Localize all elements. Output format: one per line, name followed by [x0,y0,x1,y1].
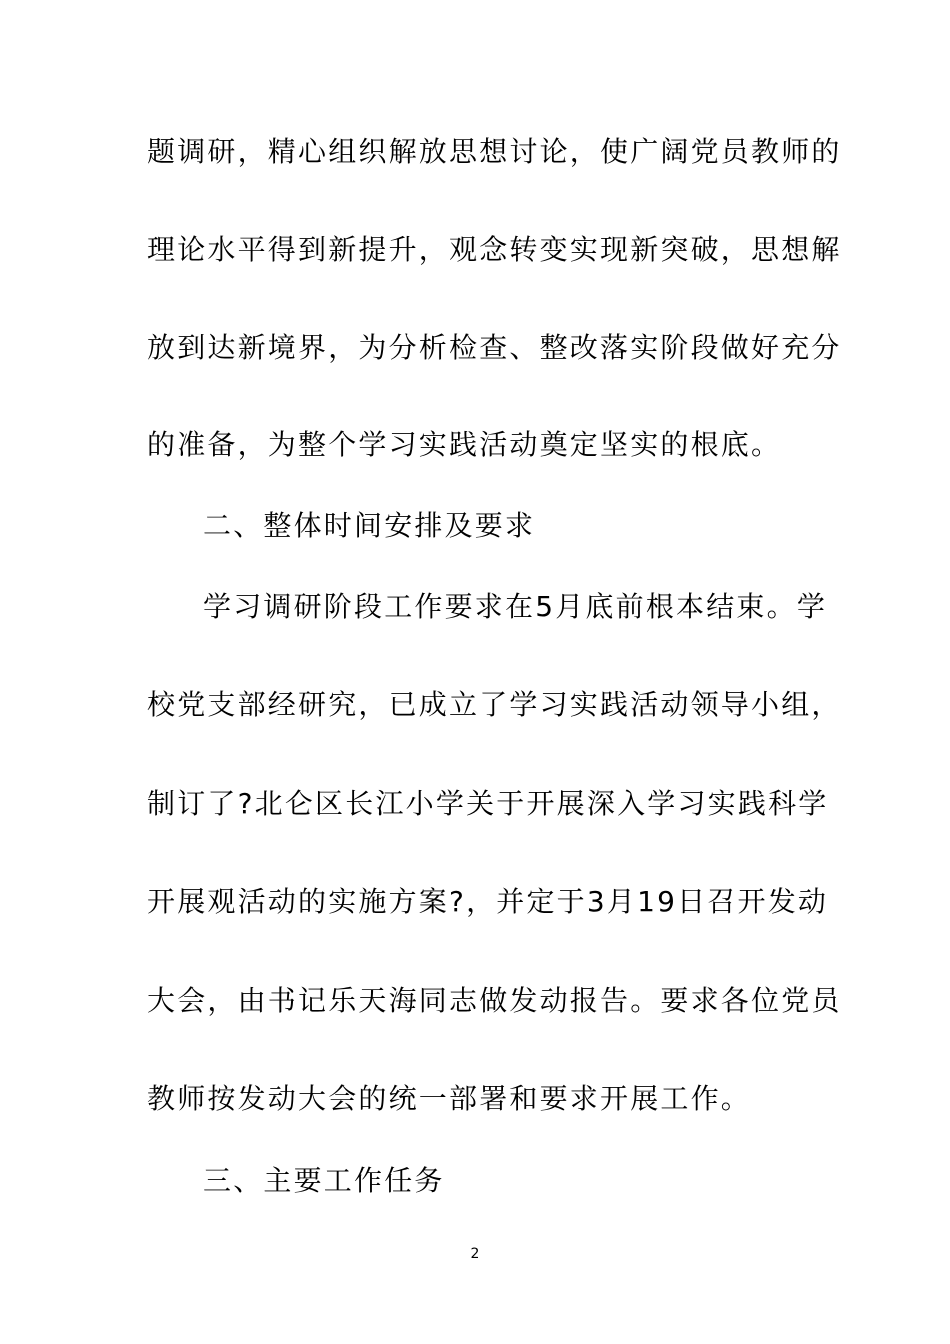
body-text-line: 的准备，为整个学习实践活动奠定坚实的根底。 [147,428,782,461]
page-number: 2 [470,1246,480,1262]
body-text-line: 题调研，精心组织解放思想讨论，使广阔党员教师的 [147,135,842,168]
body-text-line: 教师按发动大会的统一部署和要求开展工作。 [147,1082,752,1115]
body-text-line: 学习调研阶段工作要求在5月底前根本结束。学 [203,590,828,623]
body-text-line: 校党支部经研究，已成立了学习实践活动领导小组， [147,688,842,721]
body-text-line: 放到达新境界，为分析检查、整改落实阶段做好充分 [147,331,842,364]
section-heading: 三、主要工作任务 [203,1164,445,1197]
body-text-line: 开展观活动的实施方案?，并定于3月19日召开发动 [147,885,829,918]
section-heading: 二、整体时间安排及要求 [203,509,536,542]
body-text-line: 制订了?北仑区长江小学关于开展深入学习实践科学 [147,787,829,820]
body-text-line: 大会，由书记乐天海同志做发动报告。要求各位党员 [147,984,842,1017]
body-text-line: 理论水平得到新提升，观念转变实现新突破，思想解 [147,233,842,266]
